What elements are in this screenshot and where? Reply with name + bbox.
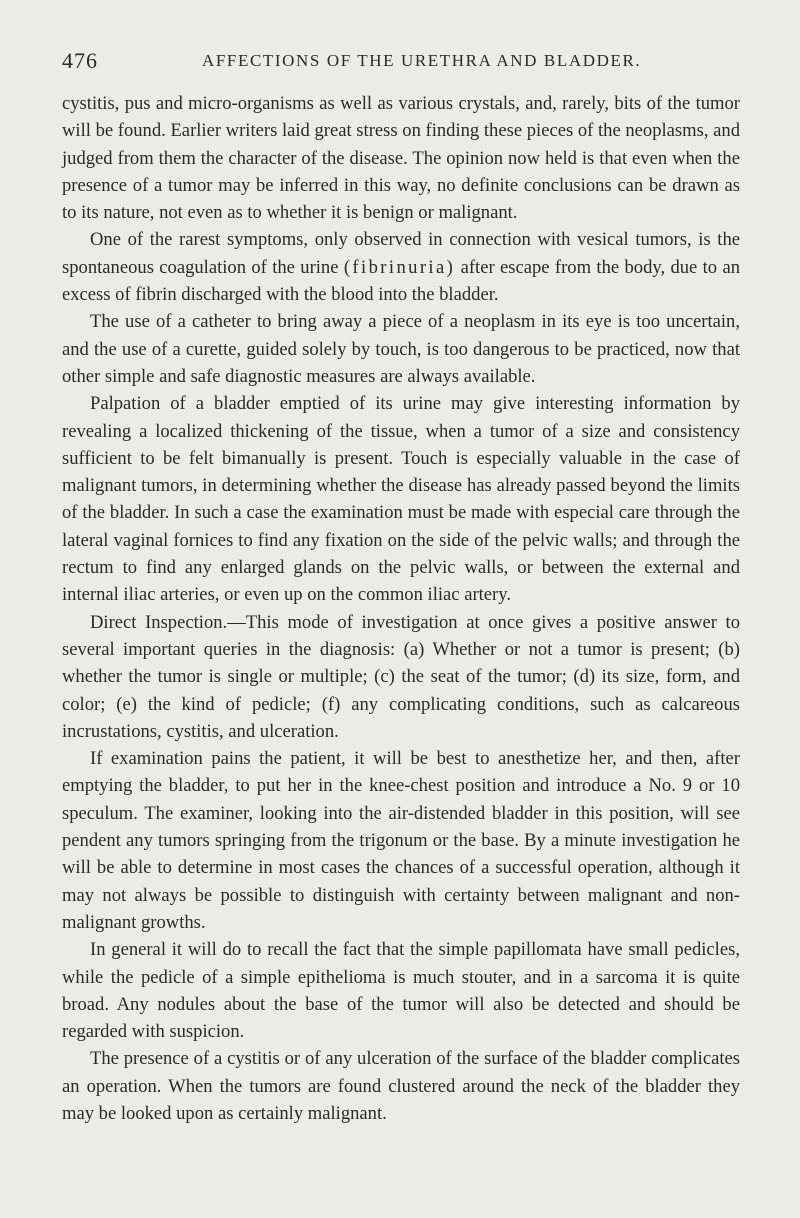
page-header (62, 48, 740, 78)
paragraph-3: The use of a catheter to bring away a piece of a neoplasm in its eye is too uncertain, and the use of a curette, guided solely by touch, is too dangerous to be practiced, now that other simple and safe diagnostic measures are always available. (62, 311, 740, 387)
paragraph-1: cystitis, pus and micro-organisms as well as various crystals, and, rarely, bits of the tumor will be found. Earlier writers laid great stress on finding these pieces of the neoplasms, and judged from them the character of the disease. The opinion now held is that even when the presence of a tumor may be inferred in this way, no definite conclusions can be drawn as to its nature, not even as to whether it is benign or malignant. (62, 93, 740, 224)
running-title: AFFECTIONS OF THE URETHRA AND BLADDER. (202, 51, 642, 70)
paragraph-7: In general it will do to recall the fact that the simple papillomata have small pedicles, while the pedicle of a simple epithelioma is much stouter, and in a sarcoma it is quite broad. Any nodules about the base of the tumor will also be detected and should be regarded with suspicion. (62, 939, 740, 1043)
body-text (62, 90, 740, 1127)
paragraph-4: Palpation of a bladder emptied of its urine may give interesting information by revealing a localized thickening of the tissue, when a tumor of a size and consistency sufficient to be felt bimanually is present. Touch is especially valuable in the case of malignant tumors, in determining whether the disease has already passed beyond the limits of the bladder. In such a case the examination must be made with especial care through the lateral vaginal fornices to find any fixation on the side of the pelvic walls; and through the rectum to find any enlarged glands on the pelvic walls, or between the external and internal iliac arteries, or even up on the common iliac artery. (62, 393, 740, 606)
paragraph-6: If examination pains the patient, it will be best to anesthetize her, and then, after emptying the bladder, to put her in the knee-chest position and introduce a No. 9 or 10 speculum. The examiner, looking into the air-distended bladder in this position, will see pendent any tumors springing from the trigonum or the base. By a minute investigation he will be able to determine in most cases the chances of a successful operation, although it may not always be possible to distinguish with certainty between malignant and non-malignant growths. (62, 748, 740, 933)
paragraph-2-part-2: after escape from the body, due to an excess of fibrin discharged with the blood into the bladder. (62, 256, 741, 306)
paragraph-5: Direct Inspection.—This mode of investigation at once gives a positive answer to several important queries in the diagnosis: (a) Whether or not a tumor is present; (b) whether the tumor is single or multiple; (c) the seat of the tumor; (d) its size, form, and color; (e) the kind of pedicle; (f) any complicating conditions, such as calcareous incrustations, cystitis, and ulceration. (62, 611, 740, 742)
paragraph-8: The presence of a cystitis or of any ulceration of the surface of the bladder complicates an operation. When the tumors are found clustered around the neck of the bladder they may be looked upon as certainly malignant. (62, 1048, 740, 1124)
paragraph-2-part-1: One of the rarest symptoms, only observed in connection with vesical tumors, is the spontaneous coagulation of the urine (62, 229, 740, 278)
page-number: 476 (62, 48, 98, 73)
paragraph-2 (62, 226, 740, 308)
fibrinuria-term: (fibrinuria) (343, 256, 456, 278)
